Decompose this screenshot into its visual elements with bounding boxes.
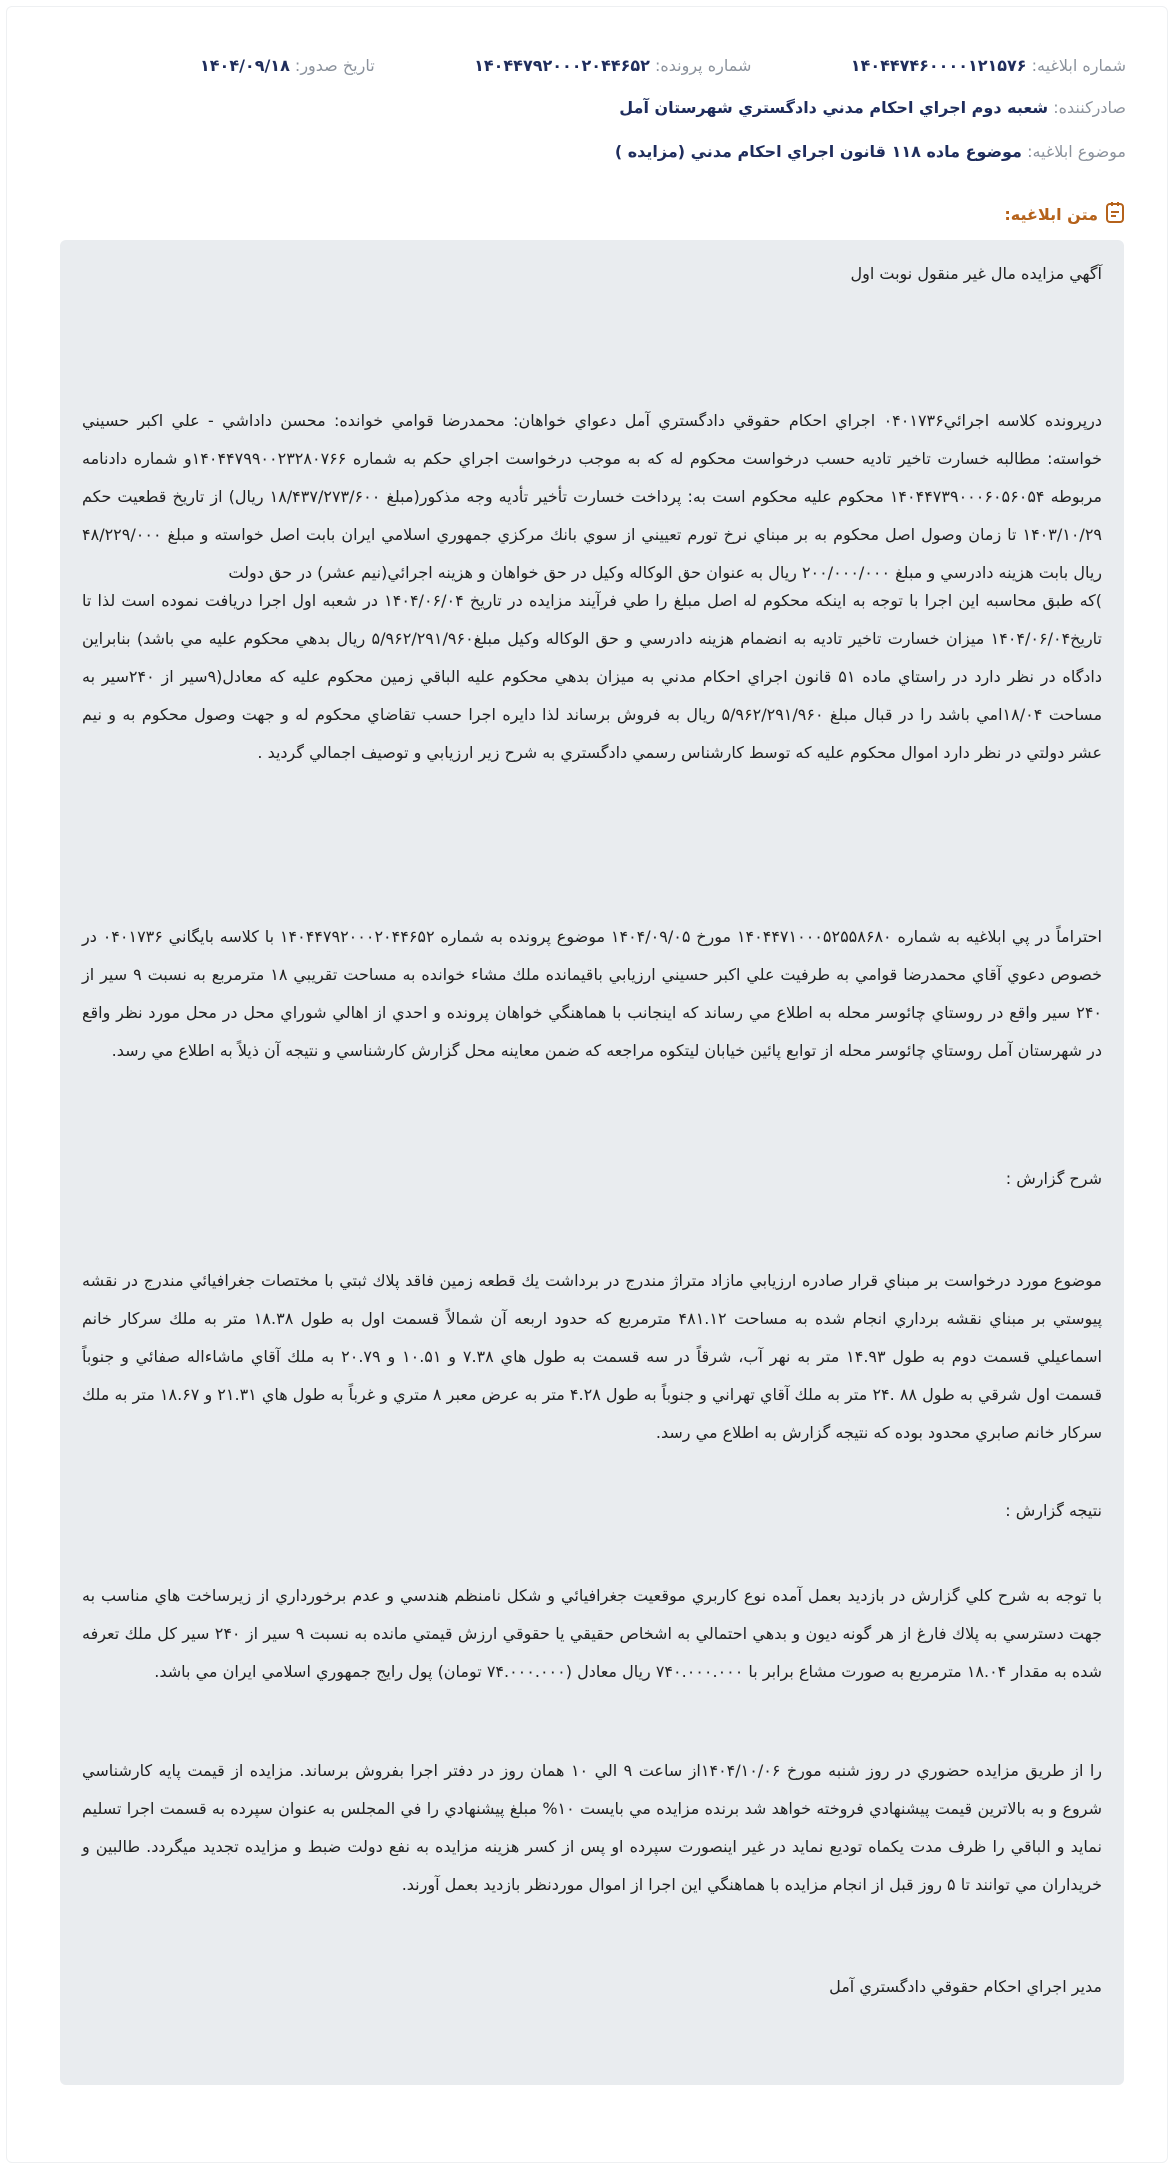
paragraph-calculation: )كه طبق محاسبه اين اجرا با توجه به اينكه محكوم له اصل مبلغ را طي فرآيند مزايده در تاريخ ۱۴۰۴/۰۶/۰۴ در شعبه اول اجرا دريافت نموده است لذا تا تاريخ۱۴۰۴/۰۶/۰۴ ميزان خسارت تاخير تاديه به انضمام هزينه دادرسي و حق الوكاله وكيل مبلغ۵/۹۶۲/۲۹۱/۹۶۰ ريال بدهي محكوم عليه مي باشد) بنابراين دادگاه در نظر دارد در راستاي ماده ۵۱ قانون اجراي احكام مدني به ميزان بدهي محكوم عليه الباقي زمين محكوم عليه كه معادل(۹سير از ۲۴۰سير به مساحت ۱۸/۰۴امي باشد را در قبال مبلغ ۵/۹۶۲/۲۹۱/۹۶۰ ريال به فروش برساند لذا دايره اجرا حسب تقاضاي محكوم له و جهت وصول محكوم به و نيم عشر دولتي در نظر دارد اموال محكوم عليه كه توسط كارشناس رسمي دادگستري به شرح زير ارزيابي و توصيف اجمالي گرديد .: [82, 591, 1103, 762]
header-meta-row: [200, 56, 1126, 75]
notice-body: [60, 240, 1124, 2085]
result-heading: نتيجه گزارش :: [1005, 1501, 1102, 1520]
notice-subject: موضوع ابلاغيه: موضوع ماده ۱۱۸ قانون اجراي احكام مدني (مزايده ): [614, 142, 1126, 161]
paragraph-result: با توجه به شرح كلي گزارش در بازديد بعمل آمده نوع كاربري موقعيت جغرافيائي و شكل نامنظم هندسي و عدم برخورداري از زيرساخت هاي مناسب به جهت دسترسي به پلاك فارغ از هر گونه ديون و بدهي احتمالي به اشخاص حقيقي يا حقوقي ارزش قيمتي مانده به نسبت ۹ سير از ۲۴۰ سير كل ملك تعرفه شده به مقدار ۱۸.۰۴ مترمربع به صورت مشاع برابر با ۷۴۰.۰۰۰.۰۰۰ ريال معادل (۷۴.۰۰۰.۰۰۰ تومان) پول رايج جمهوري اسلامي ايران مي باشد.: [82, 1586, 1103, 1681]
issuer: صادرکننده: شعبه دوم اجراي احكام مدني دادگستري شهرستان آمل: [619, 98, 1126, 117]
paragraph-case: درپرونده كلاسه اجرائي۰۴۰۱۷۳۶ اجراي احكام حقوقي دادگستري آمل دعواي خواهان: محمدرضا قوامي خوانده: محسن داداشي - علي اكبر حسيني خواسته: مطالبه خسارت تاخير تاديه حسب درخواست محكوم له كه به موجب درخواست اجراي حكم به شماره ۱۴۰۴۴۷۹۹۰۰۲۳۲۸۰۷۶۶و شماره دادنامه مربوطه ۱۴۰۴۴۷۳۹۰۰۰۶۰۵۶۰۵۴ محكوم عليه محكوم است به: پرداخت خسارت تأخير تأديه وجه مذكور(مبلغ ۱۸/۴۳۷/۲۷۳/۶۰۰ ريال) از تاريخ قطعيت حكم ۱۴۰۳/۱۰/۲۹ تا زمان وصول اصل محكوم به بر مبناي نرخ تورم تعييني از سوي بانك مركزي جمهوري اسلامي ايران بابت اصل خواسته و مبلغ ۴۸/۲۲۹/۰۰۰ ريال بابت هزينه دادرسي و مبلغ ۲۰۰/۰۰۰/۰۰۰ ريال به عنوان حق الوكاله وكيل در حق خواهان و هزينه اجرائي(نيم عشر) در حق دولت: [82, 411, 1103, 582]
signature: مدير اجراي احكام حقوقي دادگستري آمل: [829, 1977, 1102, 1996]
issue-date: تاريخ صدور: ۱۴۰۴/۰۹/۱۸: [200, 56, 375, 75]
paragraph-appraisal-intro: احتراماً در پي ابلاغيه به شماره ۱۴۰۴۴۷۱۰۰۰۵۲۵۵۸۶۸۰ مورخ ۱۴۰۴/۰۹/۰۵ موضوع پرونده به شماره ۱۴۰۴۴۷۹۲۰۰۰۲۰۴۴۶۵۲ با كلاسه بايگاني ۰۴۰۱۷۳۶ در خصوص دعوي آقاي محمدرضا قوامي به طرفيت علي اكبر حسيني ارزيابي باقيمانده ملك مشاء خوانده به مساحت تقريبي ۱۸ مترمربع به نسبت ۹ سير از ۲۴۰ سير واقع در روستاي چائوسر محله به اطلاع مي رساند كه اينجانب با هماهنگي خواهان پرونده و احدي از اهالي شوراي محل در محل مورد نظر واقع در شهرستان آمل روستاي چائوسر محله از توابع پائين خيابان ليتكوه مراجعه كه ضمن معاينه محل گزارش كارشناسي و نتيجه آن ذيلاً به اطلاع مي رسد.: [82, 927, 1103, 1060]
case-number: شماره پرونده: ۱۴۰۴۴۷۹۲۰۰۰۲۰۴۴۶۵۲: [474, 56, 752, 75]
notice-text-heading: متن ابلاغيه:: [1004, 200, 1126, 228]
report-heading: شرح گزارش :: [1005, 1169, 1102, 1188]
paragraph-auction-terms: را از طريق مزايده حضوري در روز شنبه مورخ ۱۴۰۴/۱۰/۰۶از ساعت ۹ الي ۱۰ همان روز در دفتر اجرا بفروش برساند. مزايده از قيمت پايه كارشناسي شروع و به بالاترين قيمت پيشنهادي فروخته خواهد شد برنده مزايده مي بايست ۱۰% مبلغ پيشنهادي را في المجلس به عنوان سپرده به قسمت اجرا تسليم نمايد و الباقي را ظرف مدت يكماه توديع نمايد در غير اينصورت سپرده او پس از كسر هزينه مزايده به نفع دولت ضبط و مزايده تجديد ميگردد. طالبين و خريداران مي توانند تا ۵ روز قبل از انجام مزايده با هماهنگي اين اجرا از اموال موردنظر بازديد بعمل آورند.: [82, 1761, 1103, 1894]
paragraph-report: موضوع مورد درخواست بر مبناي قرار صادره ارزيابي مازاد متراژ مندرج در برداشت يك قطعه زمين فاقد پلاك ثبتي با مختصات جغرافيائي مندرج در نقشه پيوستي بر مبناي نقشه برداري انجام شده به مساحت ۴۸۱.۱۲ مترمربع كه حدود اربعه آن شمالاً قسمت اول به طول ۱۸.۳۸ متر به ملك سركار خانم اسماعيلي قسمت دوم به طول ۱۴.۹۳ متر به نهر آب، شرقاً در سه قسمت به طول هاي ۷.۳۸ و ۱۰.۵۱ و ۲۰.۷۹ به ملك آقاي ماشاءاله صفائي و جنوباً قسمت اول شرقي به طول ۸۸ .۲۴ متر به ملك آقاي تهراني و جنوباً به طول ۴.۲۸ متر به عرض معبر ۸ متري و غرباً به طول هاي ۲۱.۳۱ و ۱۸.۶۷ متر به ملك سركار خانم صابري محدود بوده كه نتيجه گزارش به اطلاع مي رسد.: [82, 1271, 1103, 1442]
notice-number: شماره ابلاغيه: ۱۴۰۴۴۷۴۶۰۰۰۰۱۲۱۵۷۶: [850, 56, 1126, 75]
notice-title: آگهي مزايده مال غير منقول نوبت اول: [850, 264, 1102, 283]
notepad-icon: [1104, 200, 1126, 228]
